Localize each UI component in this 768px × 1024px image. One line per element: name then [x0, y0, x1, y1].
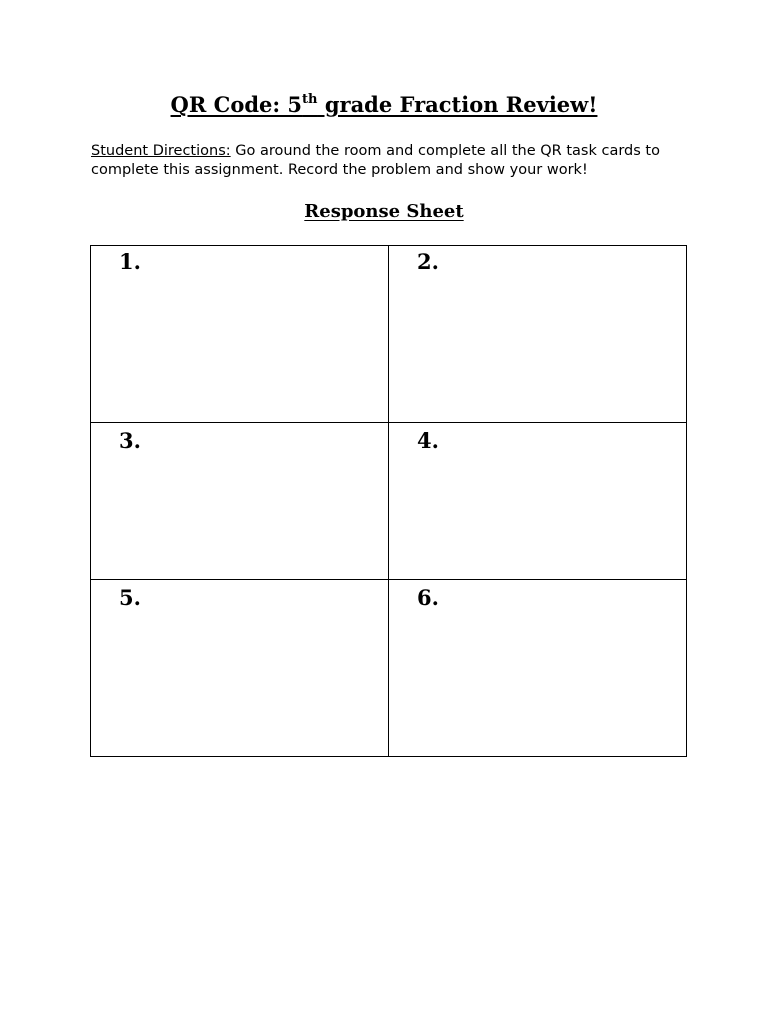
student-directions [91, 142, 691, 180]
response-grid [90, 245, 687, 757]
cell-number: 4. [417, 428, 439, 453]
title-prefix: QR Code: 5 [170, 92, 303, 117]
response-cell-6[interactable] [389, 580, 687, 757]
directions-label: Student Directions: [91, 143, 231, 159]
title-superscript: th [302, 92, 318, 107]
response-row [91, 580, 687, 757]
page-title [0, 92, 768, 117]
response-sheet-heading: Response Sheet [304, 201, 464, 222]
title-suffix: grade Fraction Review! [317, 92, 598, 117]
cell-number: 2. [417, 249, 439, 274]
cell-number: 6. [417, 585, 439, 610]
cell-number: 1. [119, 249, 141, 274]
response-cell-5[interactable] [91, 580, 389, 757]
response-cell-4[interactable] [389, 423, 687, 580]
directions-text: Go around the room and complete all the QR task cards to complete this assignment. Record the problem and show your work! [91, 143, 660, 178]
response-cell-3[interactable] [91, 423, 389, 580]
cell-number: 5. [119, 585, 141, 610]
response-cell-1[interactable] [91, 246, 389, 423]
response-row [91, 246, 687, 423]
cell-number: 3. [119, 428, 141, 453]
response-cell-2[interactable] [389, 246, 687, 423]
response-row [91, 423, 687, 580]
